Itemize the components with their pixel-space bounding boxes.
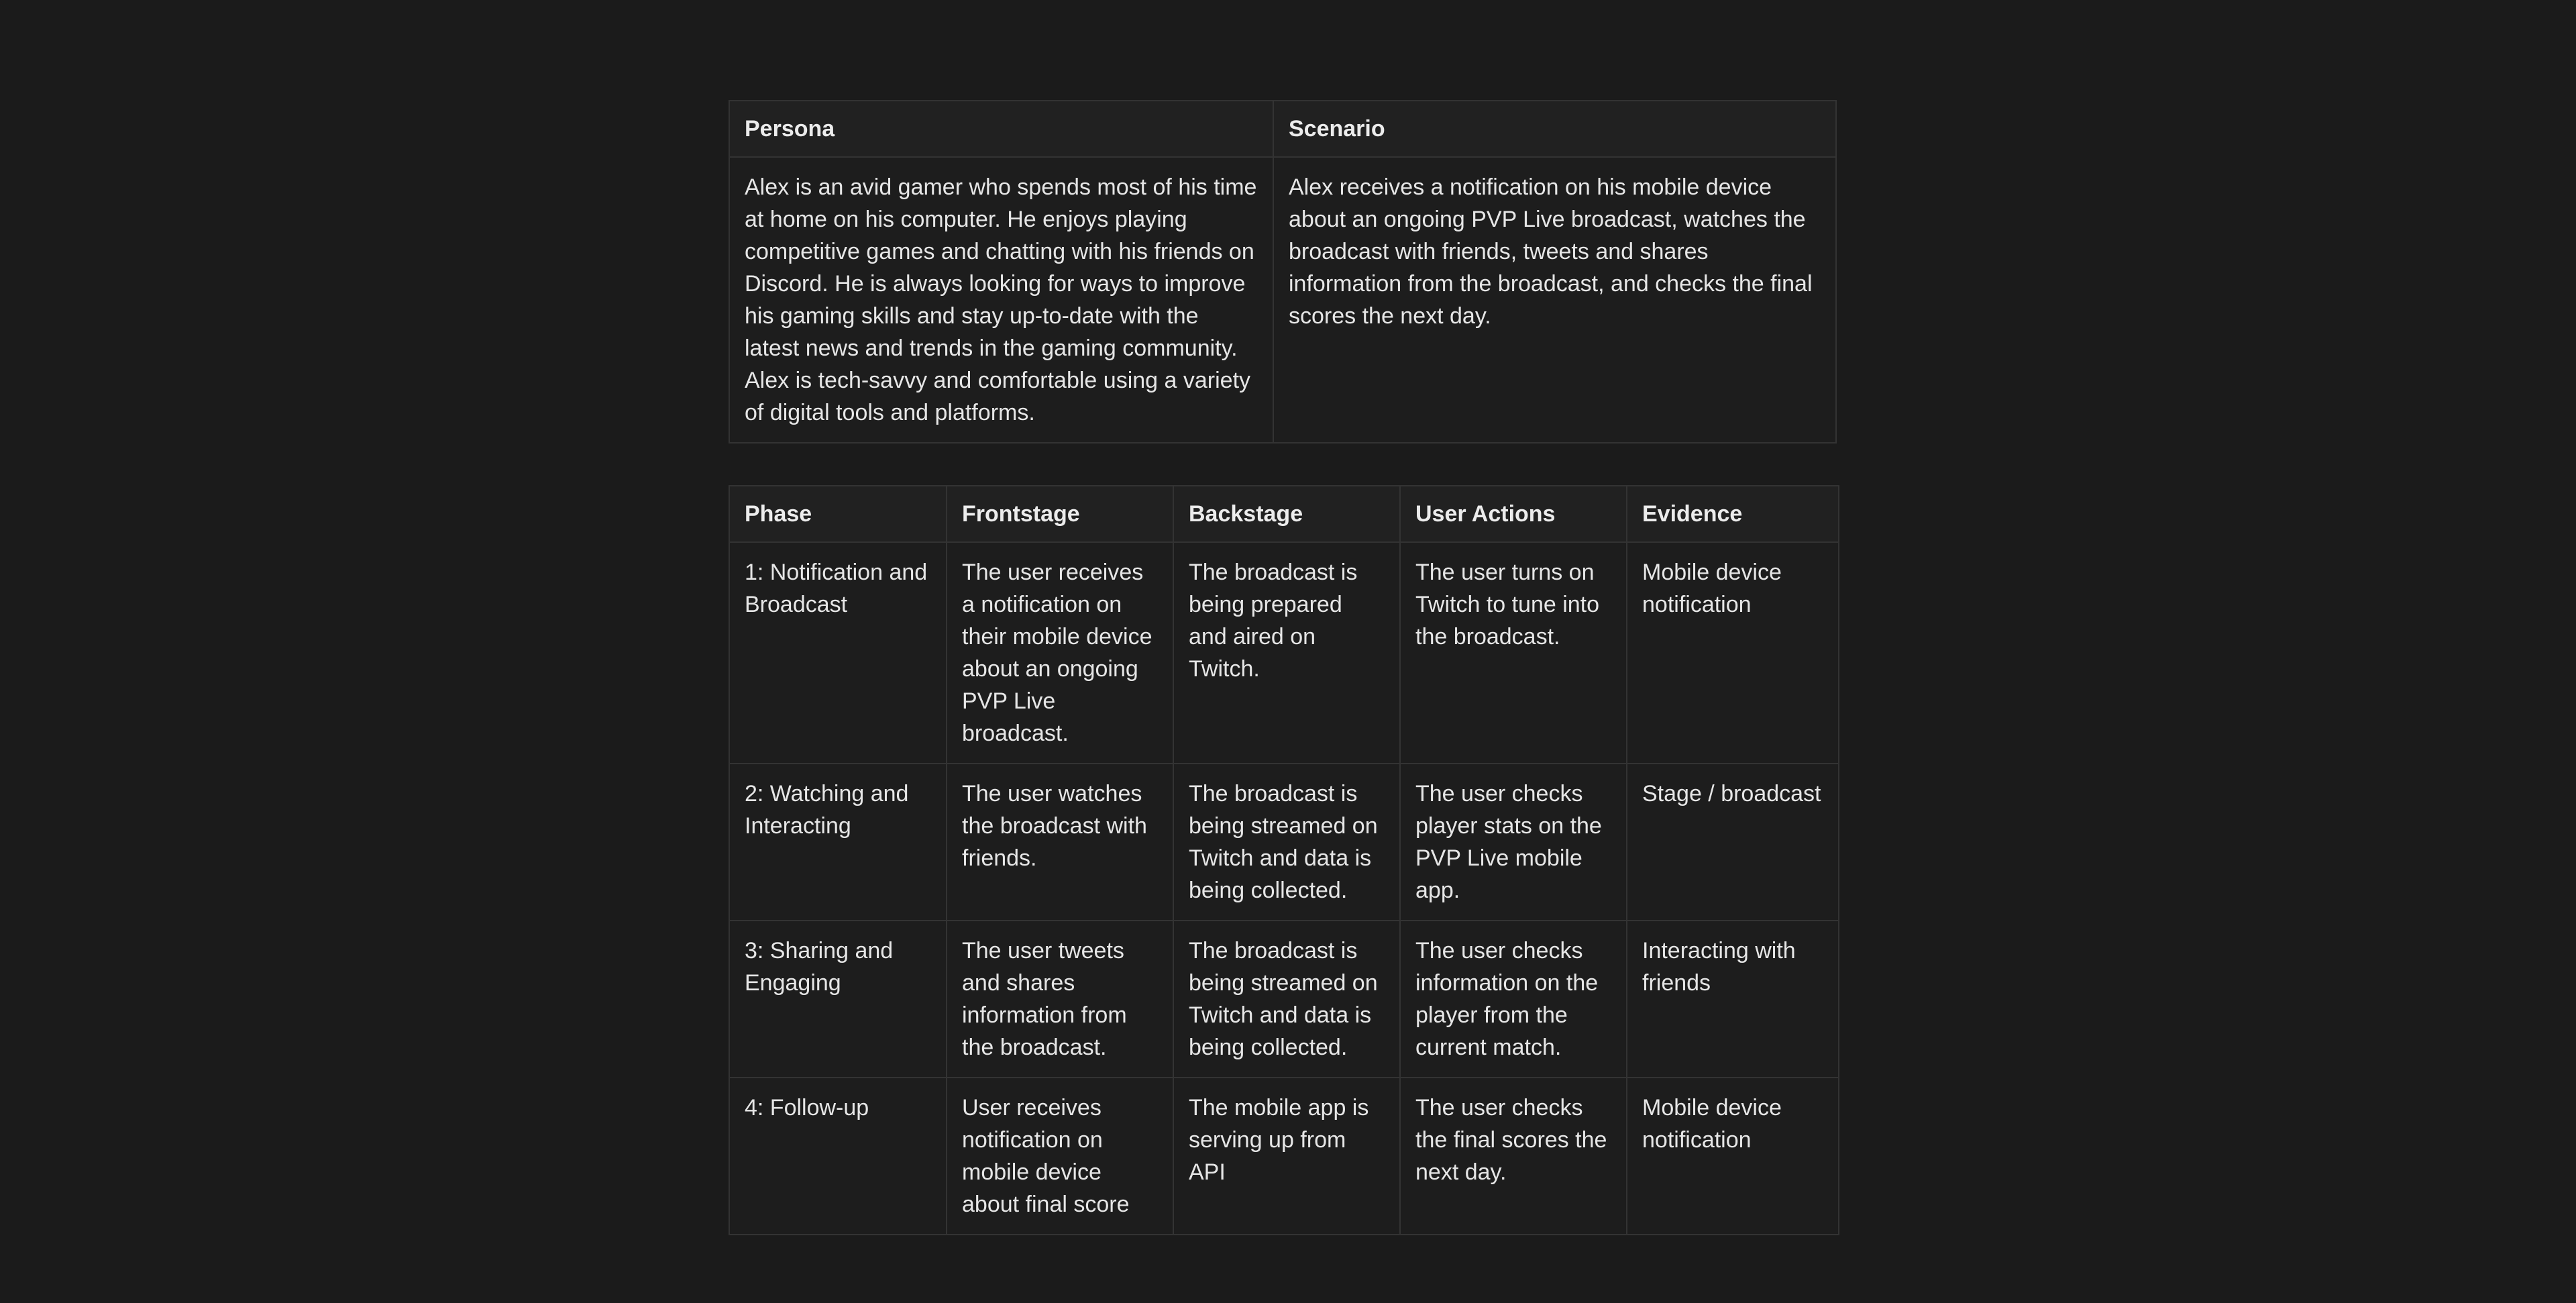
phase-cell: 3: Sharing and Engaging [729,921,947,1078]
journey-phase-table [729,485,1839,1235]
table-row [729,921,1839,1078]
user-actions-cell: The user checks information on the player from the current match. [1400,921,1627,1078]
backstage-cell: The broadcast is being streamed on Twitch and data is being collected. [1173,921,1400,1078]
header-phase: Phase [729,486,947,542]
user-actions-cell: The user checks player stats on the PVP Live mobile app. [1400,764,1627,921]
header-persona: Persona [729,101,1273,157]
frontstage-cell: The user tweets and shares information from the broadcast. [947,921,1173,1078]
header-user-actions: User Actions [1400,486,1627,542]
header-backstage: Backstage [1173,486,1400,542]
evidence-cell: Mobile device notification [1627,542,1839,764]
table-header-row [729,486,1839,542]
phase-cell: 1: Notification and Broadcast [729,542,947,764]
user-actions-cell: The user checks the final scores the next day. [1400,1078,1627,1235]
backstage-cell: The broadcast is being prepared and aired on Twitch. [1173,542,1400,764]
phase-cell: 2: Watching and Interacting [729,764,947,921]
frontstage-cell: User receives notification on mobile device about final score [947,1078,1173,1235]
evidence-cell: Mobile device notification [1627,1078,1839,1235]
frontstage-cell: The user watches the broadcast with friends. [947,764,1173,921]
table-row [729,1078,1839,1235]
scenario-description: Alex receives a notification on his mobile device about an ongoing PVP Live broadcast, watches the broadcast with friends, tweets and shares information from the broadcast, and checks the final scores the next day. [1273,157,1836,443]
frontstage-cell: The user receives a notification on their mobile device about an ongoing PVP Live broadcast. [947,542,1173,764]
table-row [729,157,1836,443]
header-evidence: Evidence [1627,486,1839,542]
header-scenario: Scenario [1273,101,1836,157]
phase-cell: 4: Follow-up [729,1078,947,1235]
user-actions-cell: The user turns on Twitch to tune into the broadcast. [1400,542,1627,764]
persona-scenario-table [729,100,1837,444]
persona-description: Alex is an avid gamer who spends most of his time at home on his computer. He enjoys playing competitive games and chatting with his friends on Discord. He is always looking for ways to improve his gaming skills and stay up-to-date with the latest news and trends in the gaming community. Alex is tech-savvy and comfortable using a variety of digital tools and platforms. [729,157,1273,443]
evidence-cell: Stage / broadcast [1627,764,1839,921]
header-frontstage: Frontstage [947,486,1173,542]
backstage-cell: The broadcast is being streamed on Twitch and data is being collected. [1173,764,1400,921]
table-row [729,764,1839,921]
table-header-row [729,101,1836,157]
table-row [729,542,1839,764]
evidence-cell: Interacting with friends [1627,921,1839,1078]
backstage-cell: The mobile app is serving up from API [1173,1078,1400,1235]
